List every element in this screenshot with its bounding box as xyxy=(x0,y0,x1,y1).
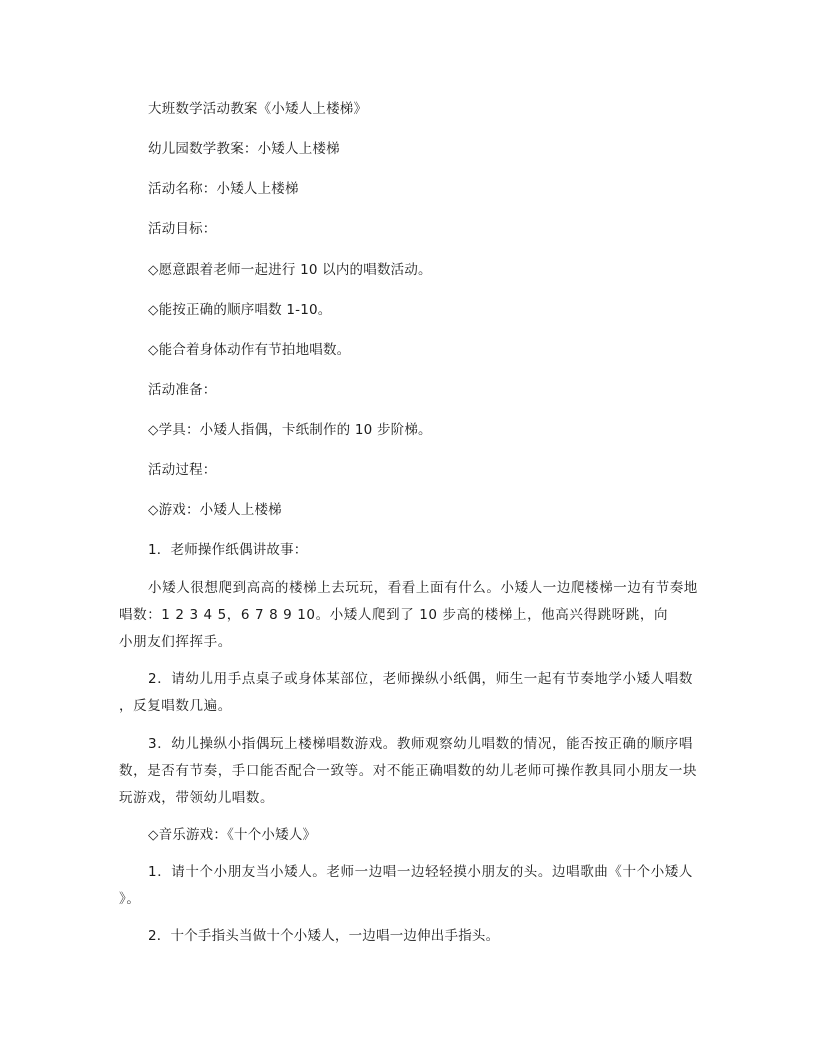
goal-item: ◇愿意跟着老师一起进行 10 以内的唱数活动。 xyxy=(148,262,432,278)
music-step1-line: 》。 xyxy=(119,891,141,907)
game1-heading: ◇游戏：小矮人上楼梯 xyxy=(148,502,282,518)
activity-name: 活动名称：小矮人上楼梯 xyxy=(148,181,299,197)
music-step2: 2．十个手指头当做十个小矮人，一边唱一边伸出手指头。 xyxy=(148,928,500,944)
step3-line: 3．幼儿操纵小指偶玩上楼梯唱数游戏。教师观察幼儿唱数的情况，能否按正确的顺序唱 xyxy=(148,736,693,752)
process-heading: 活动过程： xyxy=(148,462,217,478)
music-step1-line: 1．请十个小朋友当小矮人。老师一边唱一边轻轻摸小朋友的头。边唱歌曲《十个小矮人 xyxy=(148,864,693,880)
story-line: 唱数：1 2 3 4 5，6 7 8 9 10。小矮人爬到了 10 步高的楼梯上，他高兴得跳呀跳，向 xyxy=(119,607,669,623)
goals-heading: 活动目标： xyxy=(148,221,217,237)
step1-heading: 1．老师操作纸偶讲故事： xyxy=(148,542,308,558)
doc-subtitle: 幼儿园数学教案：小矮人上楼梯 xyxy=(148,141,340,157)
step3-line: 数，是否有节奏，手口能否配合一致等。对不能正确唱数的幼儿老师可操作教具同小朋友一块 xyxy=(119,763,698,779)
game2-heading: ◇音乐游戏：《十个小矮人》 xyxy=(148,827,317,843)
step2-line: ，反复唱数几遍。 xyxy=(119,698,232,714)
doc-title: 大班数学活动教案《小矮人上楼梯》 xyxy=(148,101,368,117)
goal-item: ◇能按正确的顺序唱数 1-10。 xyxy=(148,302,332,318)
goal-item: ◇能合着身体动作有节拍地唱数。 xyxy=(148,342,351,358)
step2-line: 2．请幼儿用手点桌子或身体某部位，老师操纵小纸偶，师生一起有节奏地学小矮人唱数 xyxy=(148,671,693,687)
prep-heading: 活动准备： xyxy=(148,382,217,398)
prep-item: ◇学具：小矮人指偶，卡纸制作的 10 步阶梯。 xyxy=(148,422,432,438)
story-line: 小矮人很想爬到高高的楼梯上去玩玩，看看上面有什么。小矮人一边爬楼梯一边有节奏地 xyxy=(148,580,698,596)
step3-line: 玩游戏，带领幼儿唱数。 xyxy=(119,790,275,806)
story-line: 小朋友们挥挥手。 xyxy=(119,634,232,650)
